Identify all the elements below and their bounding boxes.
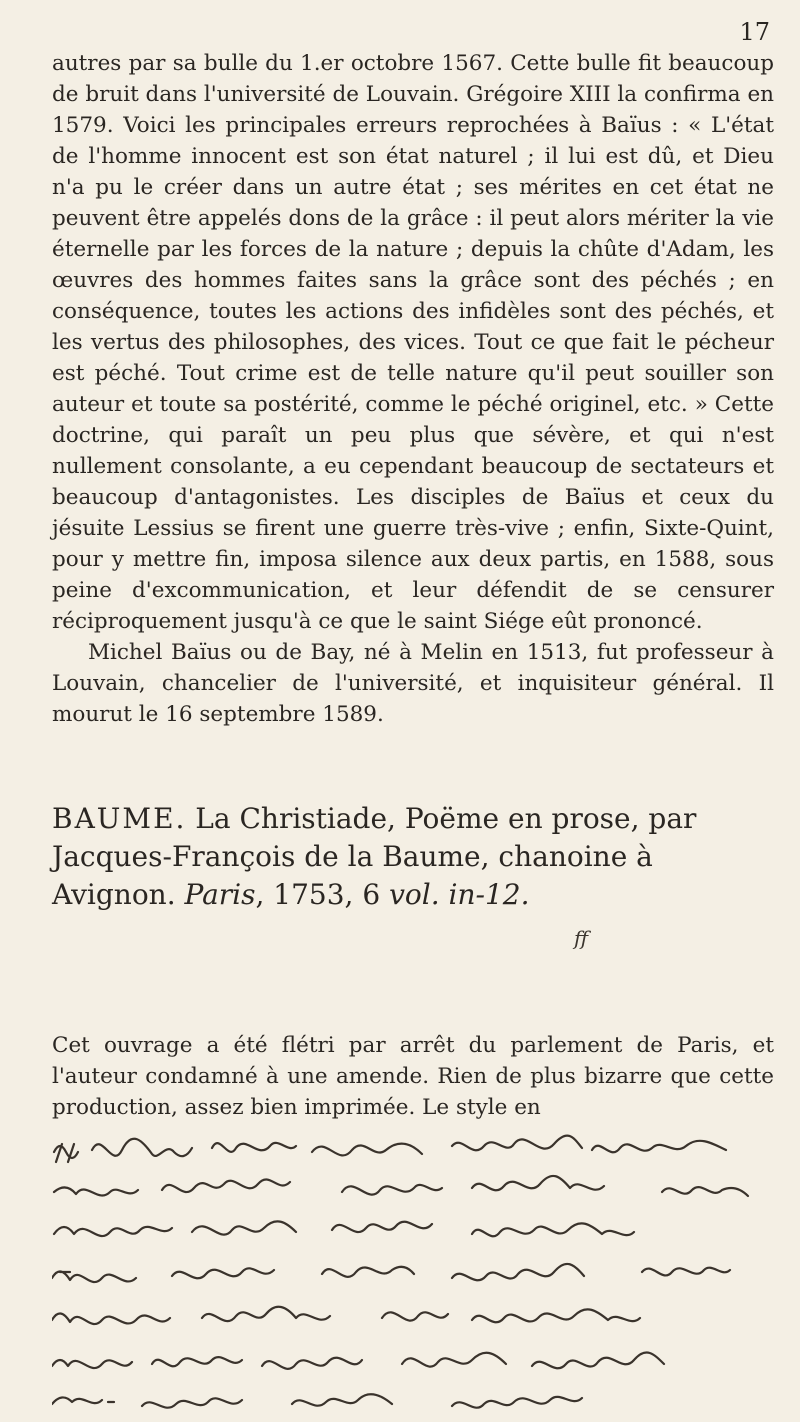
hand-mark: ff [574, 926, 589, 950]
entry-note: Cet ouvrage a été flétri par arrêt du parlement de Paris, et l'auteur condamné à une amende. Rien de plus bizarre que cette production, assez bien imprimée. Le style en [52, 1033, 774, 1120]
body-text [52, 48, 774, 730]
page-number: 17 [739, 18, 770, 46]
entry-text-a: La Christiade, Poëme en prose, par Jacques-François de la Baume, chanoine à Avignon. [52, 802, 697, 911]
paragraph-baius-bio: Michel Baïus ou de Bay, né à Melin en 1513, fut professeur à Louvain, chancelier de l'université, et inquisiteur général. Il mourut le 16 septembre 1589. [52, 640, 774, 727]
entry-text-b: , 1753, 6 [255, 878, 390, 911]
bibliography-entry [52, 800, 774, 914]
entry-place: Paris [184, 878, 256, 911]
paragraph-baius-errors: autres par sa bulle du 1.er octobre 1567. Cette bulle fit beaucoup de bruit dans l'université de Louvain. Grégoire XIII la confirma en 1579. Voici les principales erreurs reprochées à Baïus : « L'état de l'homme innocent est son état naturel ; il lui est dû, et Dieu n'a pu le créer dans un autre état ; ses mérites en cet état ne peuvent être appelés dons de la grâce : il peut alors mériter la vie éternelle par les forces de la nature ; depuis la chûte d'Adam, les œuvres des hommes faites sans la grâce sont des péchés ; en conséquence, toutes les actions des infidèles sont des péchés, et les vertus des philosophes, des vices. Tout ce que fait le pécheur est péché. Tout crime est de telle nature qu'il peut souiller son auteur et toute sa postérité, comme le péché originel, etc. » Cette doctrine, qui paraît un peu plus que sévère, et qui n'est nullement consolante, a eu cependant beaucoup de sectateurs et beaucoup d'antagonistes. Les disciples de Baïus et ceux du jésuite Lessius se firent une guerre très-vive ; enfin, Sixte-Quint, pour y mettre fin, imposa silence aux deux partis, en 1588, sous peine d'excommunication, et leur défendit de se censurer réciproquement jusqu'à ce que le saint Siége eût prononcé. [52, 51, 775, 634]
handwritten-annotation-icon [52, 1122, 782, 1412]
entry-format: vol. in-12. [389, 878, 530, 911]
entry-head: BAUME. [52, 802, 187, 835]
